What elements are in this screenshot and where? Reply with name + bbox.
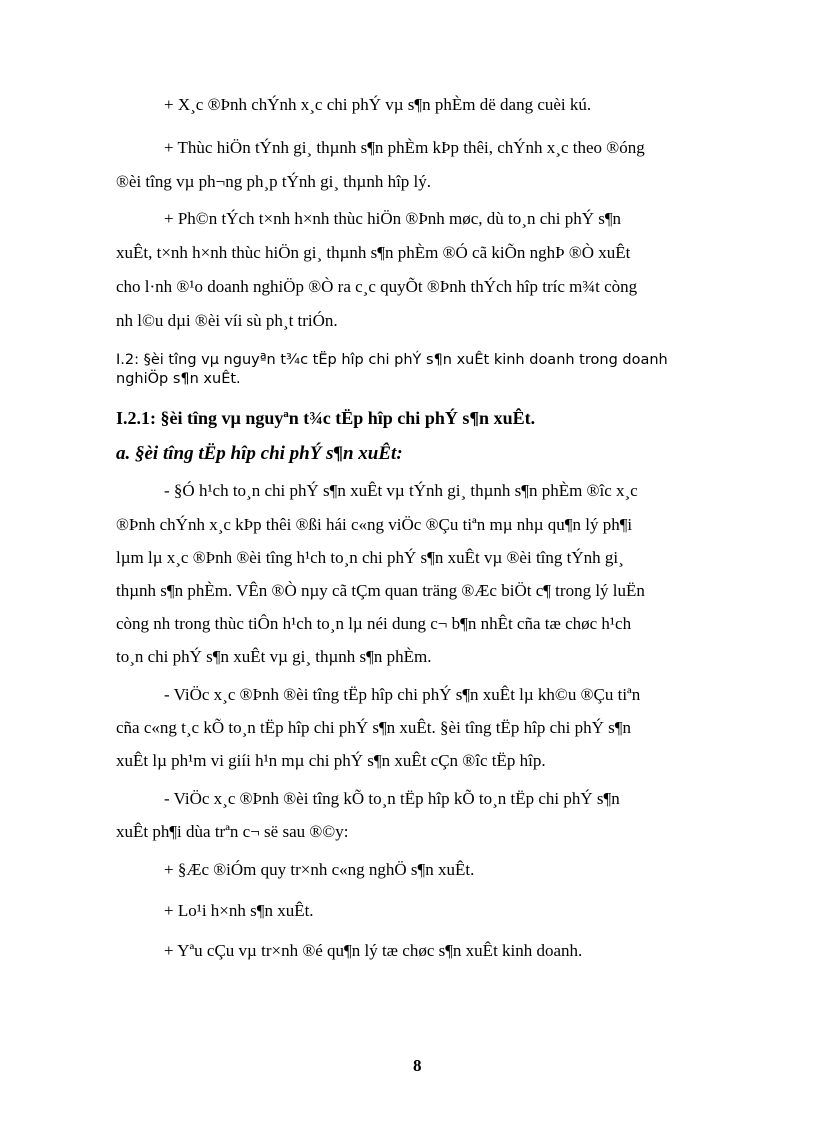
paragraph-line: xuÊt ph¶i dùa trªn c¬ së sau ®©y:: [116, 822, 349, 841]
paragraph-line: - ViÖc x¸c ®Þnh ®èi tîng kÕ to¸n tËp hîp kÕ to¸n tËp chi phÝ s¶n: [164, 789, 620, 808]
paragraph-line: to¸n chi phÝ s¶n xuÊt vµ gi¸ thµnh s¶n phÈm.: [116, 647, 432, 666]
paragraph-line: - §Ó h¹ch to¸n chi phÝ s¶n xuÊt vµ tÝnh gi¸ thµnh s¶n phÈm ®îc x¸c: [164, 481, 638, 500]
text-line: ®èi tîng vµ ph¬ng ph¸p tÝnh gi¸ thµnh hîp lý.: [116, 172, 432, 191]
text-line: nh l©u dµi ®èi víi sù ph¸t triÓn.: [116, 311, 338, 330]
bullet-line: + Yªu cÇu vµ tr×nh ®é qu¶n lý tæ chøc s¶n xuÊt kinh doanh.: [164, 941, 583, 960]
paragraph-line: còng nh trong thùc tiÔn h¹ch to¸n lµ néi dung c¬ b¶n nhÊt cña tæ chøc h¹ch: [116, 614, 632, 633]
paragraph-line: xuÊt lµ ph¹m vi giíi h¹n mµ chi phÝ s¶n xuÊt cÇn ®îc tËp hîp.: [116, 751, 546, 770]
paragraph-line: lµm lµ x¸c ®Þnh ®èi tîng h¹ch to¸n chi phÝ s¶n xuÊt vµ ®èi tîng tÝnh gi¸: [116, 548, 624, 567]
bullet-line: + Lo¹i h×nh s¶n xuÊt.: [164, 901, 314, 920]
paragraph-line: ®Þnh chÝnh x¸c kÞp thêi ®ßi hái c«ng viÖc ®Çu tiªn mµ nhµ qu¶n lý ph¶i: [116, 515, 633, 534]
section-heading-cont: nghiÖp s¶n xuÊt.: [116, 371, 241, 387]
bullet-line: + §Æc ®iÓm quy tr×nh c«ng nghÖ s¶n xuÊt.: [164, 860, 475, 879]
page-number: 8: [413, 1056, 422, 1075]
paragraph-line: thµnh s¶n phÈm. VÊn ®Ò nµy cã tÇm quan träng ®Æc biÖt c¶ trong lý luËn: [116, 581, 645, 600]
bullet-line: + X¸c ®Þnh chÝnh x¸c chi phÝ vµ s¶n phÈm dë dang cuèi kú.: [164, 95, 592, 114]
bullet-line: + Ph©n tÝch t×nh h×nh thùc hiÖn ®Þnh møc, dù to¸n chi phÝ s¶n: [164, 209, 622, 228]
subsection-heading: I.2.1: §èi tîng vµ nguyªn t¾c tËp hîp chi phÝ s¶n xuÊt.: [116, 408, 536, 428]
text-line: cho l·nh ®¹o doanh nghiÖp ®Ò ra c¸c quyÕt ®Þnh thÝch hîp tríc m¾t còng: [116, 277, 638, 296]
subsection-title: a. §èi tîng tËp hîp chi phÝ s¶n xuÊt:: [116, 443, 403, 464]
section-heading: I.2: §èi tîng vµ nguyªn t¾c tËp hîp chi phÝ s¶n xuÊt kinh doanh trong doanh: [116, 352, 668, 368]
paragraph-line: cña c«ng t¸c kÕ to¸n tËp hîp chi phÝ s¶n xuÊt. §èi tîng tËp hîp chi phÝ s¶n: [116, 718, 631, 737]
bullet-line: + Thùc hiÖn tÝnh gi¸ thµnh s¶n phÈm kÞp thêi, chÝnh x¸c theo ®óng: [164, 138, 645, 157]
paragraph-line: - ViÖc x¸c ®Þnh ®èi tîng tËp hîp chi phÝ s¶n xuÊt lµ kh©u ®Çu tiªn: [164, 685, 641, 704]
text-line: xuÊt, t×nh h×nh thùc hiÖn gi¸ thµnh s¶n phÈm ®Ó cã kiÕn nghÞ ®Ò xuÊt: [116, 243, 631, 262]
